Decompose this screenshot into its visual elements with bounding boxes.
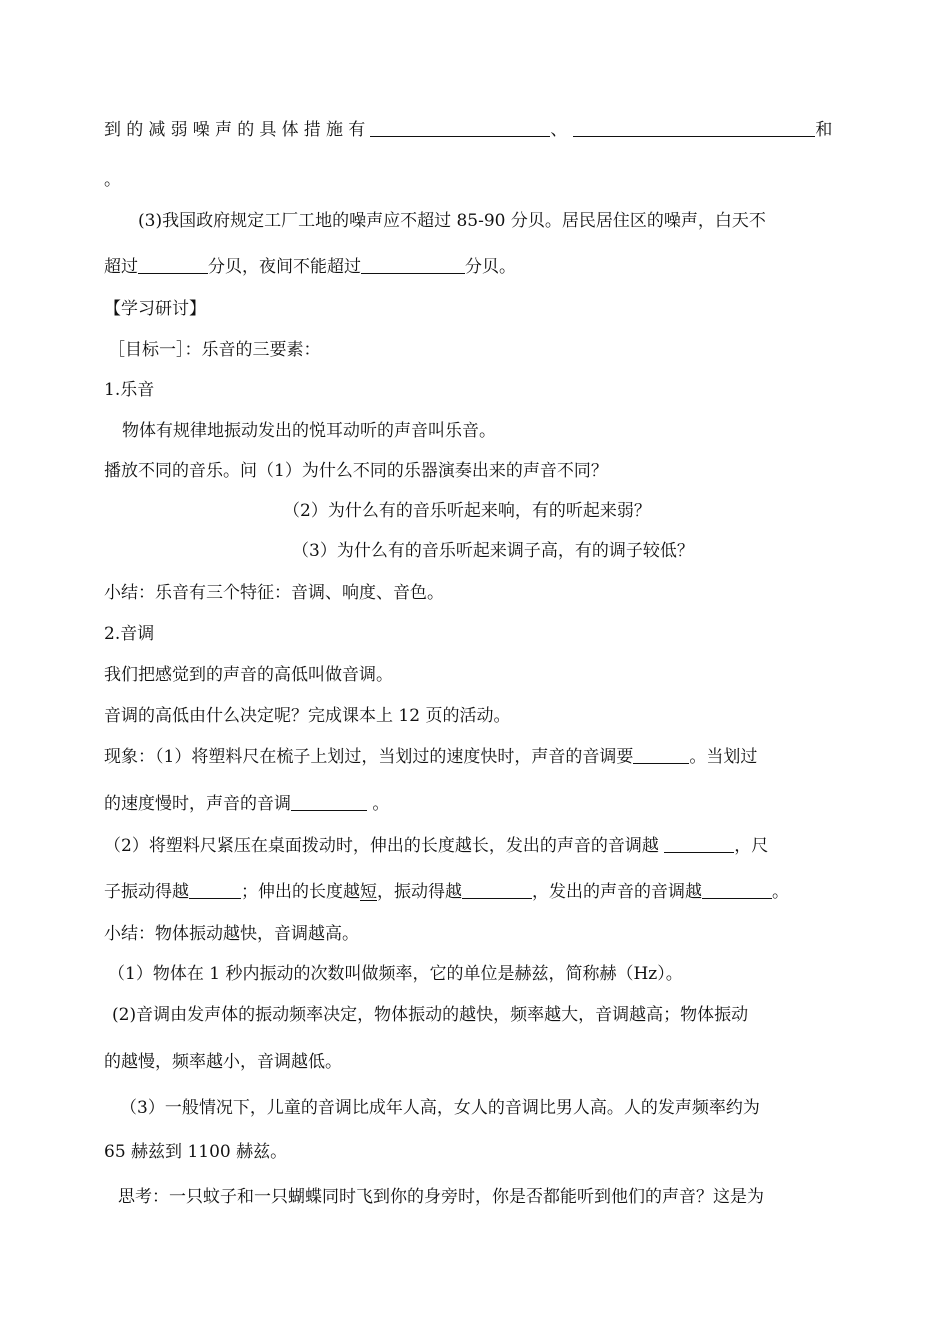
text-line: 思考：一只蚊子和一只蝴蝶同时飞到你的身旁时，你是否都能听到他们的声音？这是为 (118, 1187, 764, 1207)
text-line: （1）物体在 1 秒内振动的次数叫做频率，它的单位是赫兹，简称赫（Hz）。 (108, 964, 683, 984)
line-text: 、 (550, 120, 568, 140)
text-line (104, 838, 768, 855)
text-line (104, 122, 832, 139)
sub-heading: 1.乐音 (104, 380, 155, 400)
answer-blank[interactable] (138, 259, 208, 274)
answer-blank[interactable] (573, 122, 815, 137)
line-text: 现象：（1）将塑料尺在梳子上划过，当划过的速度快时，声音的音调要 (104, 747, 634, 767)
underlined-word: 短 (360, 882, 377, 902)
line-text: 分贝，夜间不能超过 (208, 257, 361, 277)
answer-blank[interactable] (370, 122, 550, 137)
line-text: 。当划过 (689, 747, 758, 767)
text-line (138, 213, 766, 230)
answer-blank[interactable] (702, 884, 772, 899)
text-line: （3）一般情况下，儿童的音调比成年人高，女人的音调比男人高。人的发声频率约为 (120, 1098, 760, 1118)
text-line: (2)音调由发声体的振动频率决定，物体振动的越快，频率越大，音调越高；物体振动 (112, 1005, 749, 1025)
text-line: 的越慢，频率越小，音调越低。 (104, 1052, 342, 1072)
line-text: 分贝。 (465, 257, 516, 277)
text-line (104, 749, 757, 766)
answer-blank[interactable] (664, 838, 734, 853)
answer-blank[interactable] (189, 884, 241, 899)
line-text: 到的减弱噪声的具体措施有 (104, 120, 371, 140)
text-line (104, 172, 121, 189)
line-text: （2）将塑料尺紧压在桌面拨动时，伸出的长度越长，发出的声音的音调越 (104, 836, 665, 856)
line-text: 子振动得越 (104, 882, 189, 902)
text-line (104, 796, 389, 813)
line-text: ，发出的声音的音调越 (532, 882, 702, 902)
line-text: 。 (104, 170, 121, 190)
line-text: 的速度慢时，声音的音调 (104, 794, 291, 814)
goal-heading: ［目标一］：乐音的三要素： (108, 340, 321, 360)
line-text: 。 (772, 882, 789, 902)
line-text: (3)我国政府规定工厂工地的噪声应不超过 85-90 分贝。居民居住区的噪声，白天不 (138, 211, 766, 231)
section-title: 【学习研讨】 (104, 299, 206, 319)
answer-blank[interactable] (462, 884, 532, 899)
text-line: （2）为什么有的音乐听起来响，有的听起来弱？ (283, 501, 651, 521)
text-line (104, 884, 789, 901)
text-line (104, 259, 516, 276)
line-text: 和 (815, 120, 833, 140)
line-text: 超过 (104, 257, 138, 277)
text-line: 音调的高低由什么决定呢？完成课本上 12 页的活动。 (104, 706, 511, 726)
answer-blank[interactable] (291, 796, 367, 811)
line-text: ，尺 (734, 836, 769, 856)
line-text: ；伸出的长度越 (241, 882, 360, 902)
answer-blank[interactable] (633, 749, 689, 764)
line-text: 。 (367, 794, 390, 814)
summary-text: 小结：乐音有三个特征：音调、响度、音色。 (104, 583, 444, 603)
sub-heading: 2.音调 (104, 624, 155, 644)
text-line: 播放不同的音乐。问（1）为什么不同的乐器演奏出来的声音不同？ (104, 461, 608, 481)
text-line: 我们把感觉到的声音的高低叫做音调。 (104, 665, 393, 685)
line-text: ，振动得越 (377, 882, 462, 902)
answer-blank[interactable] (361, 259, 465, 274)
text-line: 物体有规律地振动发出的悦耳动听的声音叫乐音。 (122, 421, 496, 441)
text-line: 65 赫兹到 1100 赫兹。 (104, 1142, 288, 1162)
text-line: （3）为什么有的音乐听起来调子高，有的调子较低？ (292, 541, 694, 561)
summary-text: 小结：物体振动越快，音调越高。 (104, 924, 359, 944)
